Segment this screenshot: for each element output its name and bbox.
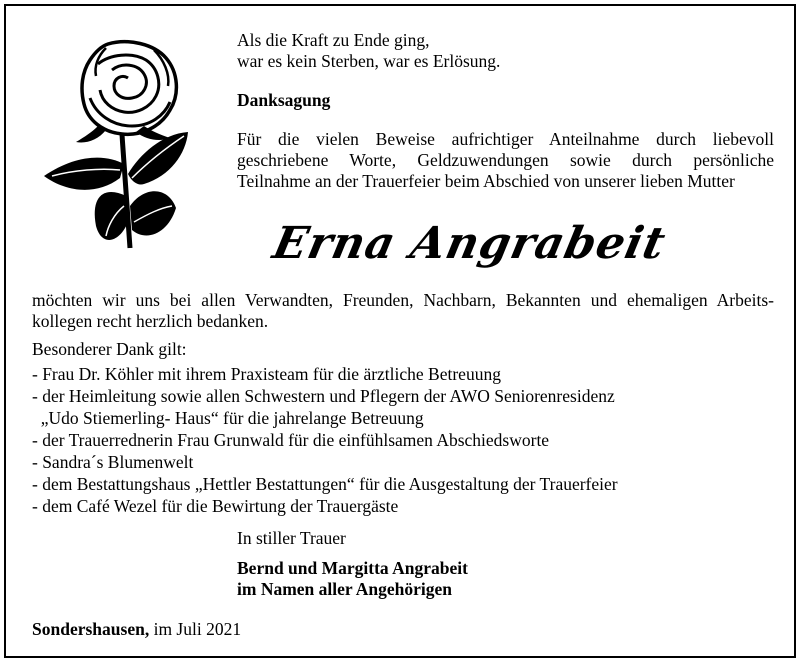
mourning-text: In stiller Trauer (237, 528, 346, 548)
intro-line-1: Für die vielen Beweise aufrichtiger Anteilnahme durch liebevoll (237, 129, 774, 149)
list-item: „Udo Stiemerling- Haus“ für die jahrelange Betreuung (32, 408, 424, 428)
date: im Juli 2021 (153, 619, 242, 639)
signatory-line-1: Bernd und Margitta Angrabeit (237, 558, 468, 578)
list-item: - dem Bestattungshaus „Hettler Bestattungen“ für die Ausgestaltung der Trauerfeier (32, 474, 618, 494)
list-item: - dem Café Wezel für die Bewirtung der Trauergäste (32, 496, 399, 516)
motto-line-1: Als die Kraft zu Ende ging, (237, 30, 430, 50)
deceased-name: Erna Angrabeit (268, 218, 671, 269)
list-item: - Sandra´s Blumenwelt (32, 452, 194, 472)
thanks-line-1: möchten wir uns bei allen Verwandten, Freunden, Nachbarn, Bekannten und ehemaligen Arbeits- (32, 290, 774, 310)
place: Sondershausen, (32, 619, 150, 639)
list-item: - der Heimleitung sowie allen Schwestern und Pflegern der AWO Seniorenresidenz (32, 386, 615, 406)
list-item: - der Trauerrednerin Frau Grunwald für die einfühlsamen Abschiedsworte (32, 430, 550, 450)
heading: Danksagung (237, 90, 331, 110)
place-date (32, 619, 241, 640)
thanks-line-2: kollegen recht herzlich bedanken. (32, 311, 269, 331)
list-item: - Frau Dr. Köhler mit ihrem Praxisteam für die ärztliche Betreuung (32, 364, 501, 384)
special-heading: Besonderer Dank gilt: (32, 339, 187, 359)
intro-line-2: geschriebene Worte, Geldzuwendungen sowie durch persönliche (237, 150, 774, 170)
intro-line-3: Teilnahme an der Trauerfeier beim Abschied von unserer lieben Mutter (237, 171, 735, 191)
motto-line-2: war es kein Sterben, war es Erlösung. (237, 51, 501, 71)
signatory-line-2: im Namen aller Angehörigen (237, 579, 453, 599)
obituary-frame (4, 4, 796, 658)
special-thanks-list (32, 363, 618, 517)
rose-icon (36, 36, 196, 251)
